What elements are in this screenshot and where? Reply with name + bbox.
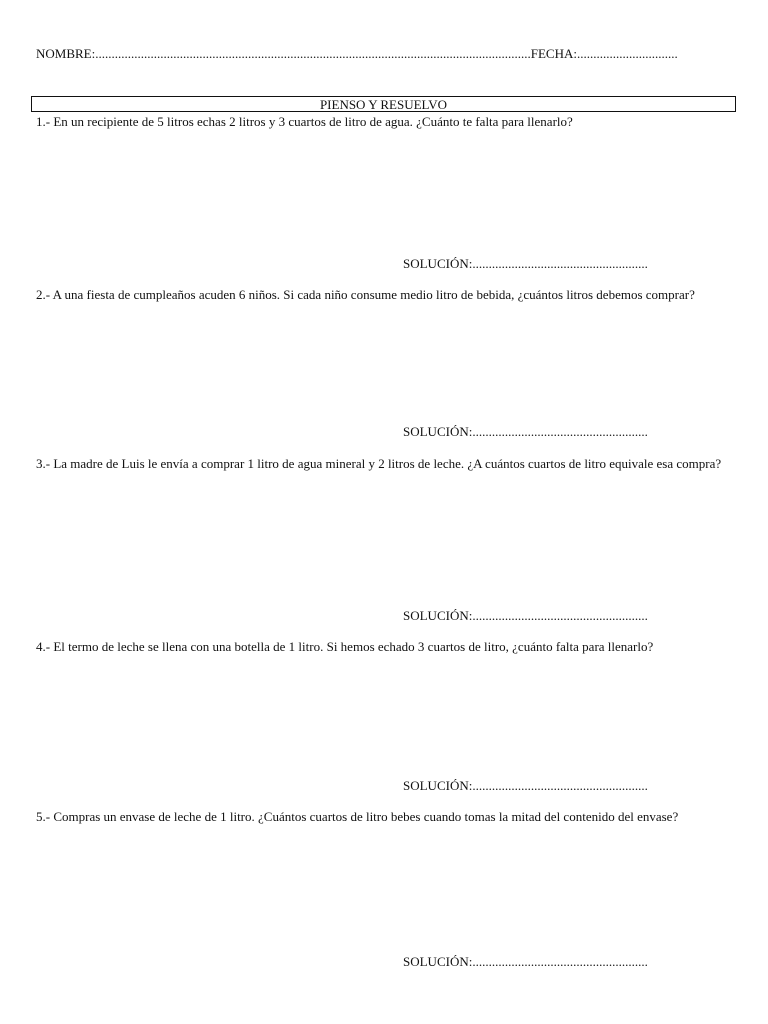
problem-4: 4.- El termo de leche se llena con una botella de 1 litro. Si hemos echado 3 cuartos de litro, ¿cuánto falta para llenarlo? — [36, 639, 654, 654]
fecha-label: FECHA: — [530, 47, 577, 61]
solution-answer-field[interactable]: ...................................................... — [472, 779, 648, 793]
solution-3[interactable] — [403, 609, 703, 623]
solution-2[interactable] — [403, 425, 703, 439]
solution-1[interactable] — [403, 257, 703, 271]
solution-answer-field[interactable]: ...................................................... — [472, 257, 648, 271]
problem-3: 3.- La madre de Luis le envía a comprar 1 litro de agua mineral y 2 litros de leche. ¿A cuántos cuartos de litro equivale esa compra? — [36, 456, 722, 471]
problem-5: 5.- Compras un envase de leche de 1 litro. ¿Cuántos cuartos de litro bebes cuando tomas la mitad del contenido del envase? — [36, 809, 679, 824]
solution-label: SOLUCIÓN: — [403, 779, 473, 793]
solution-5[interactable] — [403, 955, 703, 969]
problem-2: 2.- A una fiesta de cumpleaños acuden 6 niños. Si cada niño consume medio litro de bebida, ¿cuántos litros debemos comprar? — [36, 287, 695, 302]
solution-label: SOLUCIÓN: — [403, 425, 473, 439]
solution-4[interactable] — [403, 779, 703, 793]
solution-answer-field[interactable]: ...................................................... — [472, 609, 648, 623]
solution-label: SOLUCIÓN: — [403, 955, 473, 969]
fecha-field[interactable]: ............................... — [576, 47, 678, 61]
worksheet-title: PIENSO Y RESUELVO — [31, 96, 736, 112]
nombre-field[interactable]: ...................................................................................................................................... — [95, 47, 531, 61]
nombre-label: NOMBRE: — [36, 47, 96, 61]
header-line — [36, 47, 736, 63]
solution-label: SOLUCIÓN: — [403, 609, 473, 623]
solution-answer-field[interactable]: ...................................................... — [472, 425, 648, 439]
solution-label: SOLUCIÓN: — [403, 257, 473, 271]
problem-1: 1.- En un recipiente de 5 litros echas 2 litros y 3 cuartos de litro de agua. ¿Cuánto te falta para llenarlo? — [36, 114, 573, 129]
solution-answer-field[interactable]: ...................................................... — [472, 955, 648, 969]
